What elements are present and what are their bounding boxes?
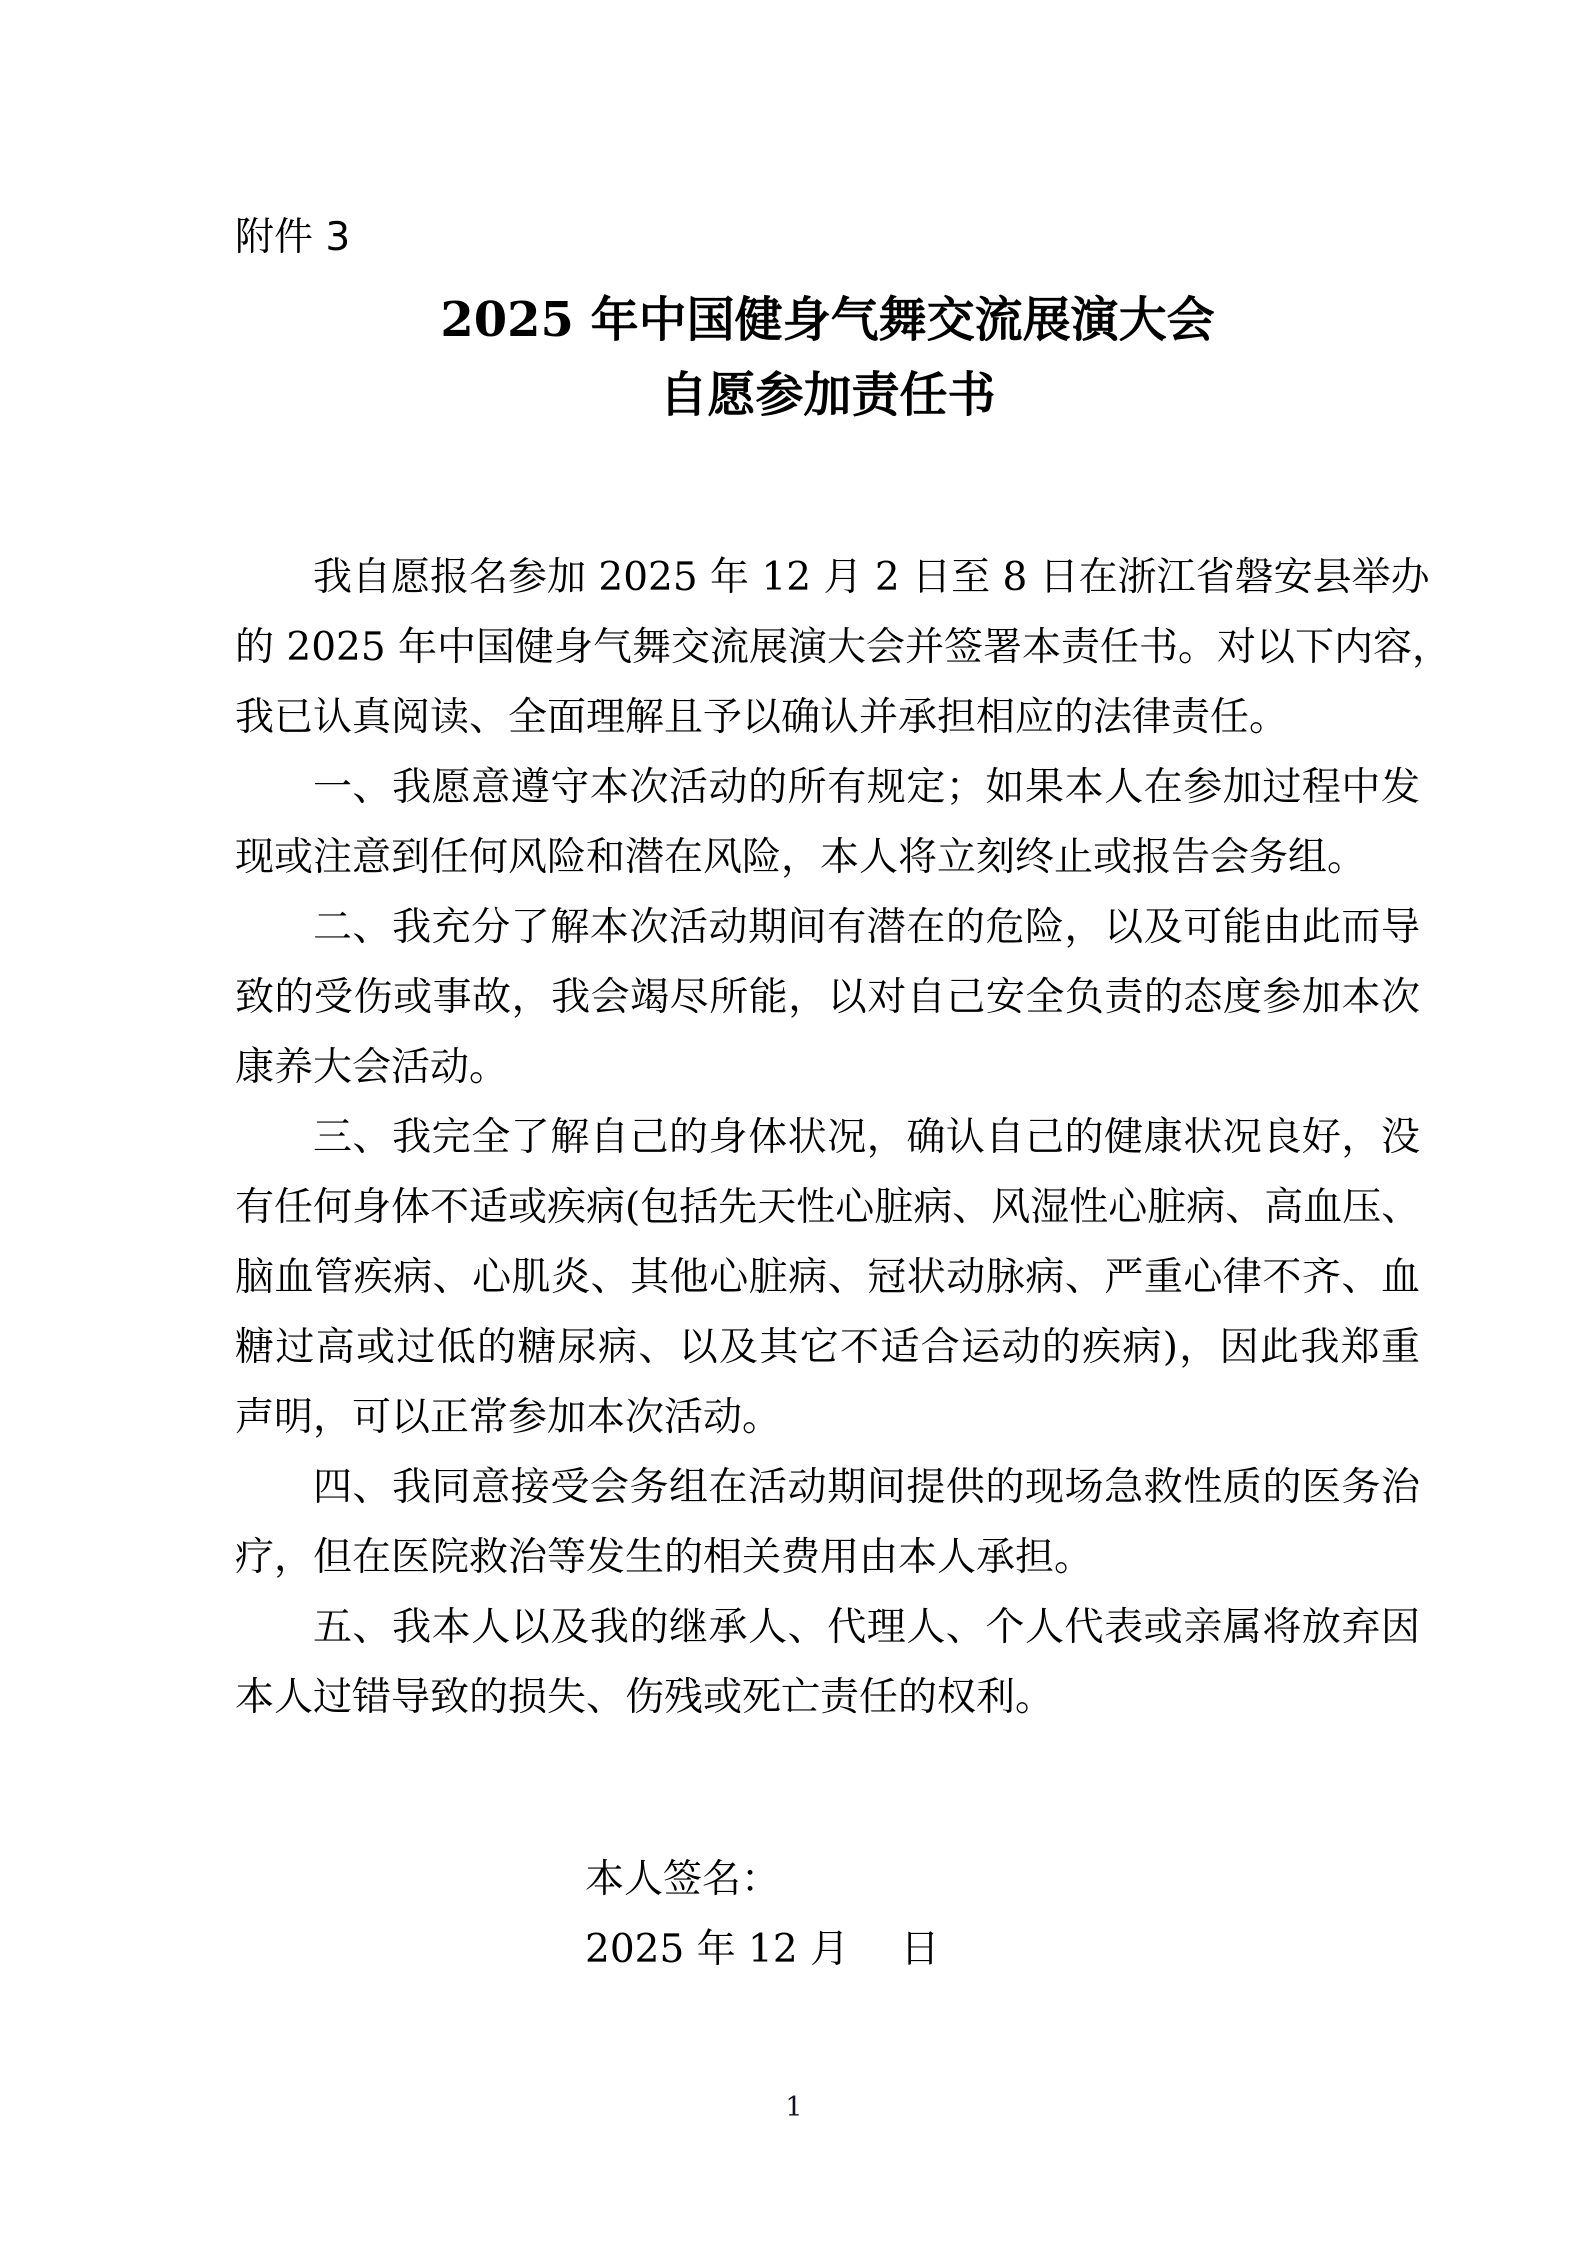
body-line: 一、我愿意遵守本次活动的所有规定；如果本人在参加过程中发	[313, 765, 1420, 810]
body-line: 的 2025 年中国健身气舞交流展演大会并签署本责任书。对以下内容，	[235, 625, 1452, 670]
signature-block	[585, 1845, 1420, 1985]
paragraph-clause-5	[235, 1593, 1420, 1733]
document-title-line1: 2025 年中国健身气舞交流展演大会	[440, 292, 1215, 348]
paragraph-intro	[235, 543, 1452, 753]
body-line: 声明，可以正常参加本次活动。	[235, 1395, 782, 1440]
paragraph-clause-2	[235, 893, 1420, 1103]
paragraph-clause-3	[235, 1103, 1420, 1453]
paragraph-clause-1	[235, 753, 1420, 893]
body-line: 疗，但在医院救治等发生的相关费用由本人承担。	[235, 1535, 1094, 1580]
body-line: 现或注意到任何风险和潜在风险，本人将立刻终止或报告会务组。	[235, 835, 1367, 880]
body-line: 四、我同意接受会务组在活动期间提供的现场急救性质的医务治	[313, 1465, 1420, 1510]
signature-label: 本人签名：	[585, 1857, 781, 1902]
body-line: 五、我本人以及我的继承人、代理人、个人代表或亲属将放弃因	[313, 1605, 1420, 1650]
body-line: 糖过高或过低的糖尿病、以及其它不适合运动的疾病)，因此我郑重	[235, 1325, 1420, 1370]
body-line: 有任何身体不适或疾病(包括先天性心脏病、风湿性心脏病、高血压、	[235, 1185, 1421, 1230]
document-title-line2: 自愿参加责任书	[659, 367, 996, 423]
document-body	[235, 543, 1452, 1733]
body-line: 康养大会活动。	[235, 1045, 509, 1090]
body-line: 我自愿报名参加 2025 年 12 月 2 日至 8 日在浙江省磐安县举办	[313, 555, 1430, 600]
signature-date-line: 2025 年 12 月 日	[585, 1927, 940, 1972]
attachment-label: 附件 3	[235, 215, 351, 260]
body-line: 本人过错导致的损失、伤残或死亡责任的权利。	[235, 1675, 1055, 1720]
paragraph-clause-4	[235, 1453, 1420, 1593]
body-line: 二、我充分了解本次活动期间有潜在的危险，以及可能由此而导	[313, 905, 1420, 950]
page-number: 1	[785, 2092, 803, 2123]
body-line: 我已认真阅读、全面理解且予以确认并承担相应的法律责任。	[235, 695, 1289, 740]
body-line: 致的受伤或事故，我会竭尽所能，以对自己安全负责的态度参加本次	[235, 975, 1420, 1020]
page-footer	[0, 2092, 1588, 2124]
document-title	[235, 283, 1420, 433]
body-line: 三、我完全了解自己的身体状况，确认自己的健康状况良好，没	[313, 1115, 1420, 1160]
body-line: 脑血管疾病、心肌炎、其他心脏病、冠状动脉病、严重心律不齐、血	[235, 1255, 1420, 1300]
